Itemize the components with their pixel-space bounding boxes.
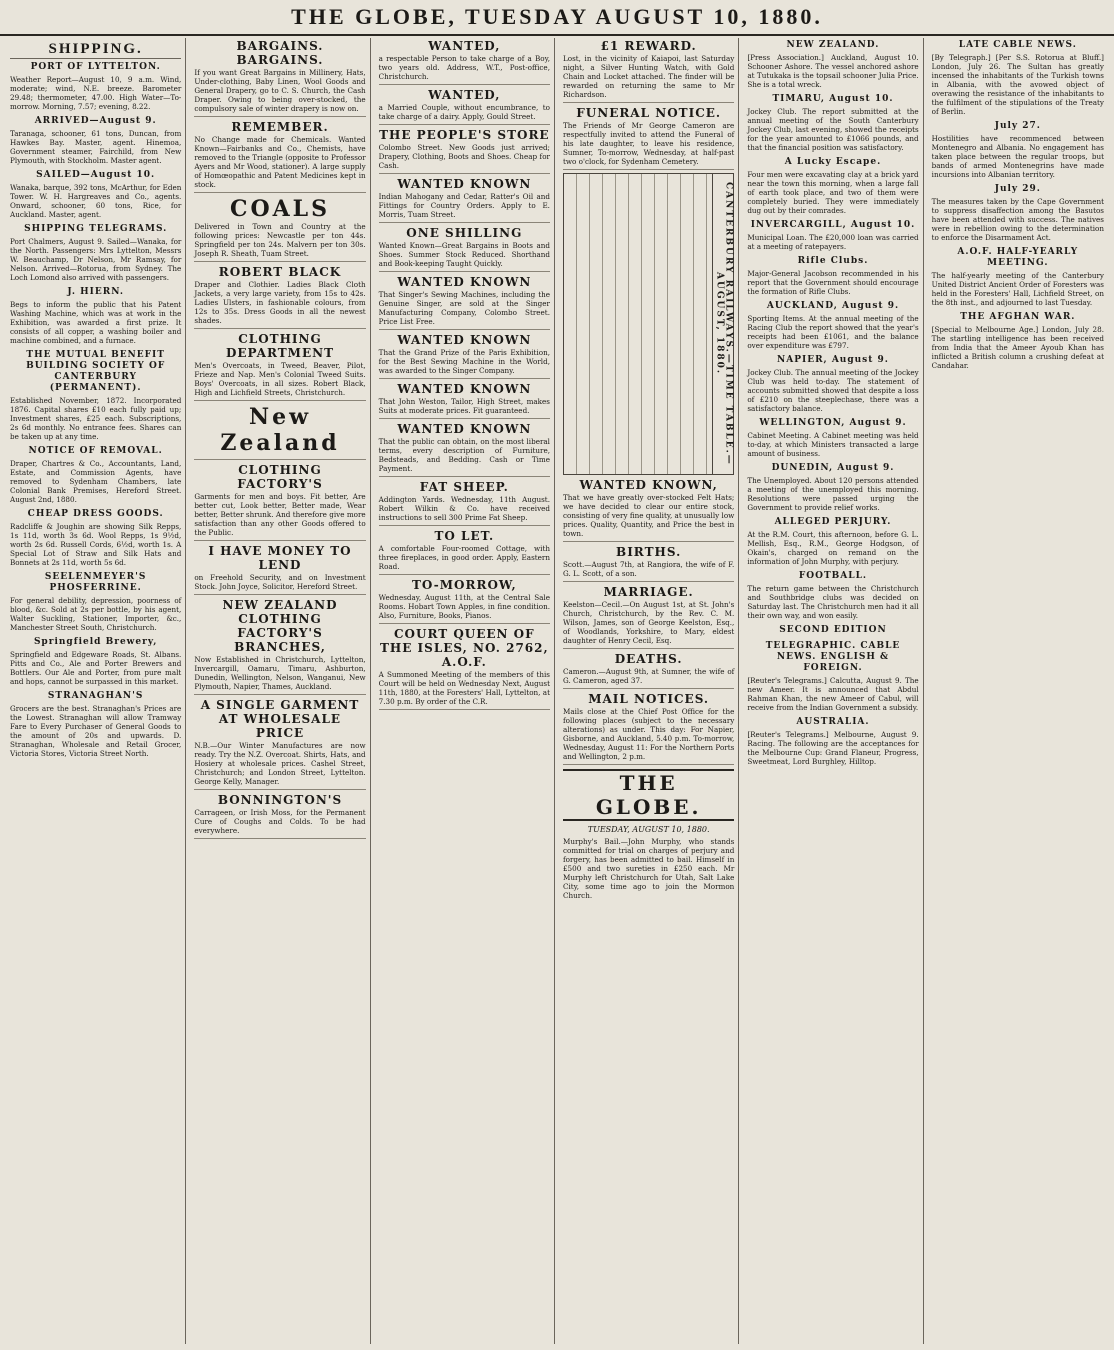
wanted-advertisement: [379, 529, 550, 575]
drapery-advertisement: [194, 120, 365, 193]
drapery-advertisement: [194, 332, 365, 401]
cable-section-heading: July 29.: [994, 184, 1041, 194]
shipping-section-heading: SAILED—August 10.: [36, 170, 156, 180]
drapery-advertisement-title: ROBERT BLACK: [218, 265, 342, 279]
telegram-section-heading: TELEGRAPHIC. CABLE NEWS. ENGLISH & FOREIGN.: [765, 641, 901, 673]
shipping-section-body: For general debility, depression, poorness of blood, &c. Sold at 2s per bottle, by his agent, Walter Suckling, Stationer, Importer, &c., Manchester Street South, Christchurch.: [10, 596, 182, 632]
cable-section-heading: LATE CABLE NEWS.: [958, 40, 1077, 50]
wanted-advertisement-title: WANTED KNOWN: [397, 177, 532, 191]
telegram-section-body: At the R.M. Court, this afternoon, before G. L. Mellish, Esq., R.M., George Hodgson, of Okain's, charged on remand on the information of John Murphy, with perjury.: [747, 530, 919, 566]
notice-advertisement-body: That we have greatly over-stocked Felt Hats; we have decided to clear our entire stock, consisting of very fine quality, at unusually low prices. Quality, Quantity, and Price the best in town.: [562, 493, 735, 538]
shipping-section-body: Draper, Chartres & Co., Accountants, Land, Estate, and Commission Agents, have removed to Sydenham Chambers, late Colonial Bank Premises, Hereford Street. August 2nd, 1880.: [10, 459, 182, 504]
telegram-section-heading: FOOTBALL.: [798, 571, 868, 581]
wanted-advertisement-body: That Singer's Sewing Machines, including the Genuine Singer, are sold at the Singer Manufacturing Company, Colombo Street. Price List Free.: [378, 290, 550, 326]
telegram-section: [747, 517, 918, 566]
wanted-advertisement-body: Colombo Street. New Goods just arrived; Drapery, Clothing, Boots and Shoes. Cheap for Cash.: [378, 143, 550, 170]
notice-advertisement-body: Cameron.—August 9th, at Sumner, the wife of G. Cameron, aged 37.: [562, 667, 735, 685]
wanted-advertisement-body: Wednesday, August 11th, at the Central Sale Rooms. Hobart Town Apples, in fine condition. Also, Furniture, Books, Pianos.: [378, 593, 550, 620]
telegram-section-heading: A Lucky Escape.: [784, 157, 882, 167]
shipping-section-heading: ARRIVED—August 9.: [34, 116, 157, 126]
drapery-advertisement-title: BARGAINS. BARGAINS.: [236, 39, 324, 67]
wanted-advertisement-title: COURT QUEEN OF THE ISLES, NO. 2762, A.O.F.: [379, 627, 549, 669]
notice-advertisement-body: Lost, in the vicinity of Kaiapoi, last Saturday night, a Silver Hunting Watch, with Gold Chain and Locket attached. The finder will be rewarded on returning the same to Mr Richardson.: [562, 54, 735, 99]
wanted-advertisement-body: That John Weston, Tailor, High Street, makes Suits at moderate prices. Fit guaranteed.: [378, 397, 550, 415]
telegram-section: [747, 220, 918, 251]
shipping-section: [10, 116, 181, 165]
cable-section: [932, 184, 1104, 242]
telegram-section-heading: NEW ZEALAND.: [786, 40, 880, 50]
telegram-section-heading: ALLEGED PERJURY.: [774, 517, 892, 527]
shipping-section-body: Wanaka, barque, 392 tons, McArthur, for Eden Tower. W. H. Hargreaves and Co., agents. Onward, schooner, 60 tons, Rice, for Auckland. Master, agent.: [10, 183, 182, 219]
notice-advertisement-title: FUNERAL NOTICE.: [576, 106, 722, 120]
wanted-advertisement: [379, 627, 550, 710]
notice-advertisement-body: Scott.—August 7th, at Rangiora, the wife of F. G. L. Scott, of a son.: [562, 560, 735, 578]
telegram-section: [747, 717, 918, 766]
drapery-advertisement-body: Men's Overcoats, in Tweed, Beaver, Pilot, Frieze and Nap. Men's Colonial Tweed Suits. Boys' Overcoats, in all sizes. Robert Black, High and Lichfield Streets, Christchurch.: [194, 361, 366, 397]
notice-advertisement-body: Keelston—Cecil.—On August 1st, at St. John's Church, Christchurch, by the Rev. C. M. Wilson, James, son of George Keelston, Esq., of Woodlands, Yorkshire, to Mary, eldest daughter of Henry Cecil, Esq.: [562, 600, 735, 645]
shipping-section-heading: STRANAGHAN'S: [47, 691, 144, 701]
newspaper-page: [6, 38, 1108, 1344]
cable-section-heading: THE AFGHAN WAR.: [960, 312, 1076, 322]
wanted-advertisement-body: A comfortable Four-roomed Cottage, with three fireplaces, in good order. Apply, Eastern Road.: [378, 544, 550, 571]
drapery-advertisement-body: Draper and Clothier. Ladies Black Cloth Jackets, a very large variety, from 15s to 42s. Ladies Ulsters, in fashionable colours, from 12s to 35s. Dress Goods in all the newest shades.: [194, 280, 366, 325]
telegram-section: [747, 40, 918, 89]
shipping-section-body: Port Chalmers, August 9. Sailed—Wanaka, for the North. Passengers: Mrs Lyttelton, Messrs W. Beauchamp, Dr Nelson, Mr Ramsay, for Nelson. Arrived—Rotorua, from Sydney. The Loch Lomond also arrived with passengers.: [10, 237, 182, 282]
notice-advertisement: [563, 585, 734, 649]
telegram-section: [747, 463, 918, 512]
telegram-section: [747, 256, 918, 296]
telegram-section: [747, 641, 918, 712]
notice-advertisement-title: WANTED KNOWN,: [579, 478, 718, 492]
notice-advertisement: [563, 106, 734, 170]
drapery-advertisement: [194, 39, 365, 117]
shipping-section-body: Taranaga, schooner, 61 tons, Duncan, from Hawkes Bay. Master, agent. Hinemoa, Government steamer, Fairchild, from New Plymouth, with Stockholm. Master agent.: [10, 129, 182, 165]
notice-advertisement-title: BIRTHS.: [616, 545, 682, 559]
telegram-section-heading: Rifle Clubs.: [797, 256, 869, 266]
drapery-advertisement: [194, 265, 365, 329]
drapery-advertisement-title: CLOTHING FACTORY'S: [237, 463, 323, 491]
shipping-section: [10, 446, 181, 504]
shipping-section-heading: NOTICE OF REMOVAL.: [28, 446, 163, 456]
telegram-section-heading: TIMARU, August 10.: [772, 94, 894, 104]
drapery-advertisement-body: Garments for men and boys. Fit better, Are better cut, Look better, Better made, Wear better, Better shrunk. And therefore give more satisfaction than any other Goods offered to the Public.: [194, 492, 366, 537]
notice-advertisement-title: DEATHS.: [614, 652, 683, 666]
wanted-advertisement-body: Addington Yards. Wednesday, 11th August. Robert Wilkin & Co. have received instructions to sell 300 Prime Fat Sheep.: [378, 495, 550, 522]
drapery-advertisement-body: Now Established in Christchurch, Lyttelton, Invercargill, Oamaru, Timaru, Ashburton, Dunedin, Wellington, Nelson, Wanganui, New Plymouth, Napier, Thames, Auckland.: [194, 655, 366, 691]
telegram-section: [747, 418, 918, 458]
telegram-section-heading: AUCKLAND, August 9.: [766, 301, 900, 311]
shipping-section-heading: THE MUTUAL BENEFIT BUILDING SOCIETY OF CANTERBURY (PERMANENT).: [26, 350, 166, 393]
column-notices-and-globe: [559, 38, 739, 1344]
shipping-section: [10, 224, 181, 282]
wanted-advertisement: [379, 128, 550, 174]
wanted-advertisement: [379, 422, 550, 477]
telegram-section-body: The Unemployed. About 120 persons attended a meeting of the unemployed this morning. Resolutions were passed urging the Government to provide relief works.: [747, 476, 919, 512]
telegram-section: [747, 94, 918, 152]
wanted-advertisement-body: A Summoned Meeting of the members of this Court will be held on Wednesday Next, August 11th, 1880, at the Foresters' Hall, Lyttelton, at 7.30 p.m. By order of the C.R.: [378, 670, 550, 706]
cable-section: [932, 247, 1104, 307]
wanted-advertisement: [379, 39, 550, 85]
globe-banner: THE GLOBE.: [563, 769, 734, 821]
drapery-advertisement: [194, 793, 365, 839]
wanted-advertisement-title: WANTED,: [428, 88, 501, 102]
wanted-advertisement-title: WANTED,: [428, 39, 501, 53]
drapery-advertisement-title: BONNINGTON'S: [217, 793, 343, 807]
shipping-section-body: Established November, 1872. Incorporated 1876. Capital shares £10 each fully paid up; Investment shares, £25 each. Subscriptions, 2s 6d monthly. No entrance fees. Shares can be taken up at any time.: [10, 396, 182, 441]
wanted-advertisement-body: That the Grand Prize of the Paris Exhibition, for the Best Sewing Machine in the World, was awarded to the Singer Company.: [378, 348, 550, 375]
wanted-advertisement-body: a respectable Person to take charge of a Boy, two years old. Address, W.T., Post-office, Christchurch.: [378, 54, 550, 81]
wanted-advertisement-title: TO LET.: [434, 529, 495, 543]
shipping-section-heading: J. HIERN.: [67, 287, 124, 297]
globe-date: TUESDAY, AUGUST 10, 1880.: [587, 825, 710, 834]
shipping-section: [10, 62, 181, 111]
drapery-advertisement-title: REMEMBER.: [231, 120, 329, 134]
wanted-advertisement: [379, 177, 550, 223]
notice-advertisement-body: The Friends of Mr George Cameron are respectfully invited to attend the Funeral of his late daughter, to leave his residence, Sumner, To-morrow, Wednesday, at half-past two o'clock, for Sydenham Cemetery.: [562, 121, 735, 166]
wanted-advertisement-title: WANTED KNOWN: [397, 333, 532, 347]
notice-advertisement-title: £1 REWARD.: [600, 39, 697, 53]
wanted-advertisement: [379, 88, 550, 125]
globe-leader: [563, 837, 734, 900]
cable-section: [932, 312, 1104, 370]
drapery-advertisement-body: No Change made for Chemicals. Wanted Known—Fairbanks and Co., Chemists, have removed to the Triangle (opposite to Professor Ayers and Mr Wood, stationer). A large supply of Homœopathic and Patent Medicines kept in stock.: [194, 135, 366, 189]
telegram-section: [747, 355, 918, 413]
telegram-section-body: [Reuter's Telegrams.] Calcutta, August 9. The new Ameer. It is announced that Abdul Rahman Khan, the new Ameer of Cabul, will receive from the Indian Government a subsidy.: [747, 676, 919, 712]
timetable-label: CANTERBURY RAILWAYS.—TIME TABLE.—AUGUST, 1880.: [712, 174, 733, 474]
shipping-section: [10, 170, 181, 219]
telegram-section-heading: AUSTRALIA.: [796, 717, 870, 727]
telegram-section-body: The return game between the Christchurch and Southbridge clubs was decided on Saturday last. The Christchurch men had it all their own way, and won easily.: [747, 584, 919, 620]
shipping-section: [10, 287, 181, 345]
shipping-section-body: Begs to inform the public that his Patent Washing Machine, which was at work in the Exhibition, was awarded a first prize. It consists of all copper, a washing boiler and machine combined, and a furnace.: [10, 300, 182, 345]
drapery-advertisement-title: COALS: [229, 196, 331, 222]
wanted-advertisement-title: ONE SHILLING: [406, 226, 523, 240]
column-telegrams: [743, 38, 923, 1344]
shipping-section-heading: CHEAP DRESS GOODS.: [27, 509, 164, 519]
notice-advertisement-title: MARRIAGE.: [603, 585, 694, 599]
globe-leader-text: Murphy's Bail.—John Murphy, who stands committed for trial on charges of perjury and forgery, has been admitted to bail. Himself in £500 and two sureties in £250 each. Mr Murphy left Christchurch for Utah, Salt Lake City, some time ago to join the Mormon Church.: [562, 837, 735, 900]
wanted-advertisement-body: That the public can obtain, on the most liberal terms, every description of Furniture, Bedsteads, and Bedding. Cash or Time Payment.: [378, 437, 550, 473]
drapery-advertisement-body: on Freehold Security, and on Investment Stock. John Joyce, Solicitor, Hereford Street.: [194, 573, 366, 591]
drapery-advertisement: [194, 404, 365, 460]
wanted-advertisement-body: Indian Mahogany and Cedar, Ratter's Oil and Fittings for Country Orders. Apply to E. Morris, Tuam Street.: [378, 192, 550, 219]
drapery-advertisement: [194, 544, 365, 595]
telegram-section-body: Municipal Loan. The £20,000 loan was carried at a meeting of ratepayers.: [747, 233, 919, 251]
telegram-section: [747, 625, 918, 636]
telegram-section-body: [Reuter's Telegrams.] Melbourne, August 9. Racing. The following are the acceptances for the Melbourne Cup: Grand Flaneur, Progress, Sweetmeat, Lord Burghley, Hilltop.: [747, 730, 919, 766]
cable-section-body: [By Telegraph.] [Per S.S. Rotorua at Bluff.] London, July 26. The Sultan has greatly incensed the inhabitants of the Turkish towns in Albania, with the avowed object of overawing the resistance of the inhabitants to the fulfilment of the stipulations of the Treaty of Berlin.: [931, 53, 1104, 116]
cable-section-body: The measures taken by the Cape Government to suppress disaffection among the Basutos have been attended with success. The natives were in rebellion owing to the determination to enforce the Disarmament Act.: [931, 197, 1104, 242]
drapery-advertisement-title: I HAVE MONEY TO LEND: [208, 544, 352, 572]
drapery-advertisement: [194, 196, 365, 262]
wanted-advertisement-title: TO-MORROW,: [411, 578, 517, 592]
cable-section: [932, 40, 1104, 116]
telegram-section-body: Four men were excavating clay at a brick yard near the town this morning, when a large fall of earth took place, and two of them were completely buried. They were immediately dug out by their comrades.: [747, 170, 919, 215]
telegram-section-heading: WELLINGTON, August 9.: [759, 418, 907, 428]
shipping-section-heading: PORT OF LYTTELTON.: [30, 62, 161, 72]
cable-section-body: [Special to Melbourne Age.] London, July 28. The startling intelligence has been received from India that the Ameer Ayoub Khan has inflicted a British column a crushing defeat at Candahar.: [931, 325, 1104, 370]
shipping-section: [10, 572, 181, 632]
telegram-section-body: [Press Association.] Auckland, August 10. Schooner Ashore. The vessel anchored ashore at Tutukaka is the topsail schooner Julia Price. She is a total wreck.: [747, 53, 919, 89]
wanted-advertisement: [379, 382, 550, 419]
wanted-advertisement: [379, 275, 550, 330]
drapery-advertisement-body: Delivered in Town and Country at the following prices: Newcastle per ton 44s. Springfield per ton 24s. Malvern per ton 30s. Joseph R. Sheath, Tuam Street.: [194, 222, 366, 258]
wanted-advertisement: [379, 226, 550, 272]
wanted-advertisement-title: THE PEOPLE'S STORE: [379, 128, 550, 142]
notice-advertisement-title: MAIL NOTICES.: [588, 692, 710, 706]
telegram-section-heading: NAPIER, August 9.: [777, 355, 889, 365]
drapery-advertisement-body: Carrageen, or Irish Moss, for the Permanent Cure of Coughs and Colds. To be had everywhere.: [194, 808, 366, 835]
cable-section-heading: July 27.: [994, 121, 1041, 131]
telegram-section: [747, 301, 918, 350]
telegram-section-body: Cabinet Meeting. A Cabinet meeting was held to-day, at which Ministers transacted a large amount of business.: [747, 431, 919, 458]
wanted-advertisement-title: WANTED KNOWN: [397, 382, 532, 396]
drapery-advertisement-title: CLOTHING DEPARTMENT: [225, 332, 335, 360]
shipping-section-body: Radcliffe & Joughin are showing Silk Repps, 1s 11d, worth 3s 6d. Wool Repps, 1s 9½d, worth 2s 6d. Russell Cords, 6½d, worth 1s. A Special Lot of Straw and Silk Hats and Bonnets at 2s 11d, worth 5s 6d.: [10, 522, 182, 567]
notice-advertisement-body: Mails close at the Chief Post Office for the following places (subject to the necessary alterations) as under. This day: For Napier, Gisborne, and Auckland, 5.40 p.m. To-morrow, Wednesday, August 11: For the Northern Ports and Wellington, 2 p.m.: [562, 707, 735, 761]
telegram-section-body: Sporting Items. At the annual meeting of the Racing Club the report showed that the year's receipts had been £1061, and the balance over expenditure was £797.: [747, 314, 919, 350]
shipping-section-body: Weather Report—August 10, 9 a.m. Wind, moderate; wind, N.E. breeze. Barometer 29.48; thermometer, 47.00. High Water—To-morrow. Morning, 7.57; evening, 8.22.: [10, 75, 182, 111]
telegram-section-heading: SECOND EDITION: [779, 625, 887, 635]
wanted-advertisement-body: Wanted Known—Great Bargains in Boots and Shoes. Summer Stock Reduced. Shorthand and Book-keeping Taught Quickly.: [378, 241, 550, 268]
cable-section-body: Hostilities have recommenced between Montenegro and Albania. No engagement has taken place between the regular troops, but bands of armed Montenegrins have made incursions into Albanian territory.: [931, 134, 1104, 179]
wanted-advertisement-title: FAT SHEEP.: [419, 480, 509, 494]
telegram-section-body: Major-General Jacobson recommended in his report that the Government should encourage the formation of Rifle Clubs.: [747, 269, 919, 296]
timetable-grid: [564, 174, 712, 474]
shipping-section-body: Grocers are the best. Stranaghan's Prices are the Lowest. Stranaghan will allow Tramway Fare to Every Purchaser of General Goods to the amount of 20s and upwards. D. Stranaghan, Wholesale and Retail Grocer, Victoria Stores, Victoria Street North.: [10, 704, 182, 758]
shipping-section: [10, 637, 181, 686]
column-shipping: [6, 38, 186, 1344]
shipping-section-heading: SHIPPING TELEGRAMS.: [24, 224, 168, 234]
telegram-section-body: Jockey Club. The report submitted at the annual meeting of the South Canterbury Jockey Club, last evening, showed the receipts for the year amounted to £1066 pounds, and that the financial position was satisfactory.: [747, 107, 919, 152]
wanted-advertisement-body: a Married Couple, without encumbrance, to take charge of a dairy. Apply, Gould Street.: [378, 103, 550, 121]
drapery-advertisement-title: New Zealand: [220, 404, 340, 456]
wanted-advertisement-title: WANTED KNOWN: [397, 275, 532, 289]
drapery-advertisement-title: NEW ZEALAND CLOTHING FACTORY'S BRANCHES,: [222, 598, 338, 654]
shipping-section: [10, 509, 181, 567]
notice-advertisement: [563, 545, 734, 582]
drapery-advertisement: [194, 463, 365, 541]
telegram-section-body: Jockey Club. The annual meeting of the Jockey Club was held to-day. The statement of accounts submitted showed that despite a loss of £210 on the steeplechase, there was a satisfactory balance.: [747, 368, 919, 413]
telegram-section-heading: DUNEDIN, August 9.: [771, 463, 895, 473]
wanted-advertisement-title: WANTED KNOWN: [397, 422, 532, 436]
drapery-advertisement-title: A SINGLE GARMENT AT WHOLESALE PRICE: [200, 698, 360, 740]
railway-timetable: [563, 173, 734, 475]
shipping-section-heading: Springfield Brewery,: [33, 637, 158, 647]
column-advertisements-wanted: [375, 38, 555, 1344]
wanted-advertisement: [379, 333, 550, 379]
column-cable-news: [928, 38, 1108, 1344]
telegram-section: [747, 157, 918, 215]
drapery-advertisement-body: N.B.—Our Winter Manufactures are now ready. Try the N.Z. Overcoat. Shirts, Hats, and Hosiery at wholesale prices. Cashel Street, Christchurch; and London Street, Lyttelton. George Kelly, Manager.: [194, 741, 366, 786]
shipping-section: [10, 350, 181, 441]
masthead: [0, 0, 1114, 36]
shipping-section-heading: SEELENMEYER'S PHOSFERRINE.: [44, 572, 147, 593]
notice-advertisement: [563, 39, 734, 103]
shipping-section: [10, 691, 181, 758]
telegram-section-heading: INVERCARGILL, August 10.: [750, 220, 916, 230]
notice-advertisement: [563, 652, 734, 689]
shipping-heading: SHIPPING.: [10, 40, 181, 59]
notice-advertisement: [563, 478, 734, 542]
wanted-advertisement: [379, 480, 550, 526]
notice-advertisement: [563, 692, 734, 765]
newspaper-title: THE GLOBE, TUESDAY AUGUST 10, 1880.: [291, 4, 823, 29]
shipping-section-body: Springfield and Edgeware Roads, St. Albans. Pitts and Co., Ale and Porter Brewers and Bottlers. Our Ale and Porter, from pure malt and hops, cannot be surpassed in this market.: [10, 650, 182, 686]
cable-section-body: The half-yearly meeting of the Canterbury United District Ancient Order of Foresters was held in the Foresters' Hall, Lichfield Street, on the 8th inst., and adjourned to last Tuesday.: [931, 271, 1104, 307]
drapery-advertisement: [194, 698, 365, 790]
telegram-section: [747, 571, 918, 620]
cable-section: [932, 121, 1104, 179]
wanted-advertisement: [379, 578, 550, 624]
drapery-advertisement: [194, 598, 365, 695]
cable-section-heading: A.O.F. HALF-YEARLY MEETING.: [957, 247, 1079, 268]
column-advertisements-drapery: [190, 38, 370, 1344]
drapery-advertisement-body: If you want Great Bargains in Millinery, Hats, Under-clothing, Baby Linen, Wool Goods and General Drapery, go to C. S. Church, the Cash Draper. Owing to being over-stocked, the compulsory sale of winter drapery is now on.: [194, 68, 366, 113]
